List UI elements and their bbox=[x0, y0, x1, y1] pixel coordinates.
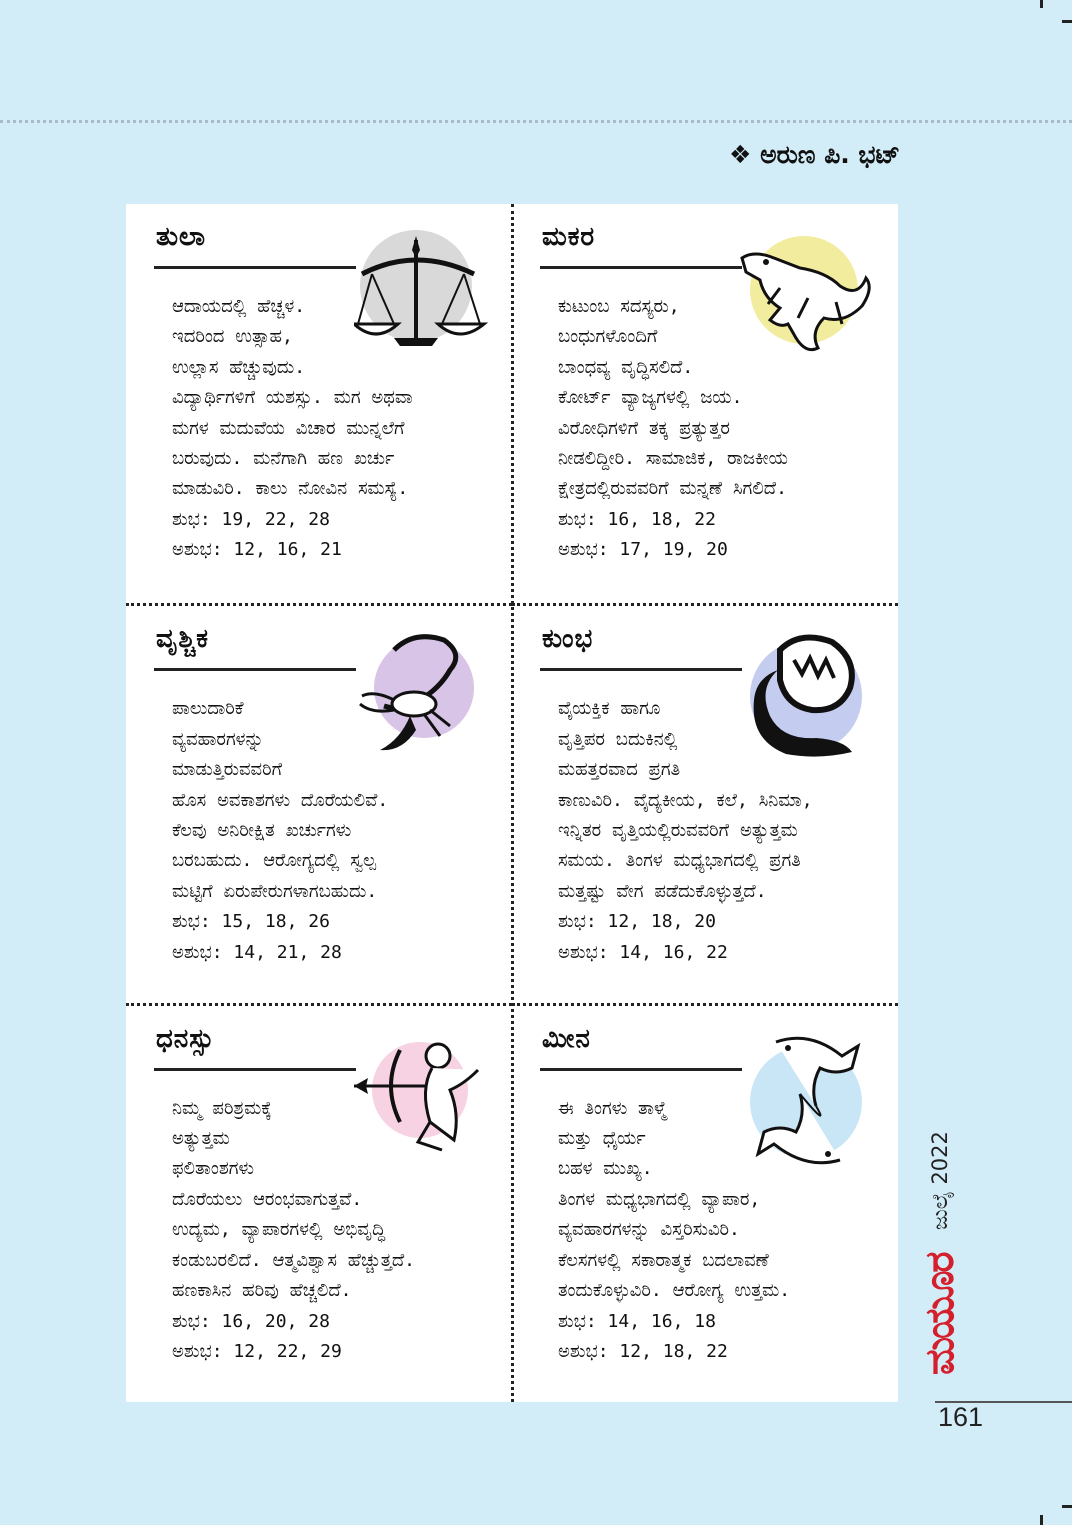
description-line: ಉದ್ಯಮ, ವ್ಯಾಪಾರಗಳಲ್ಲಿ ಅಭಿವೃದ್ಧಿ bbox=[172, 1219, 386, 1241]
sign-card-sagittarius bbox=[126, 1003, 512, 1402]
lucky-dates: ಶುಭ: 16, 20, 28 bbox=[172, 1310, 330, 1332]
description-line: ಮಹತ್ತರವಾದ ಪ್ರಗತಿ bbox=[558, 759, 681, 781]
description-line: ಆದಾಯದಲ್ಲಿ ಹೆಚ್ಚಳ. bbox=[172, 296, 306, 317]
unlucky-dates: ಅಶುಭ: 12, 16, 21 bbox=[172, 539, 342, 561]
description-line: ಕೋರ್ಟ್ ವ್ಯಾಜ್ಯಗಳಲ್ಲಿ ಜಯ. bbox=[558, 387, 743, 409]
description-line: ಮಾಡುವಿರಿ. ಕಾಲು ನೋವಿನ ಸಮಸ್ಯೆ. bbox=[172, 478, 409, 500]
description-line: ಬಾಂಧವ್ಯ ವೃದ್ಧಿಸಲಿದೆ. bbox=[558, 356, 694, 378]
sign-title: ತುಲಾ bbox=[156, 222, 207, 252]
sign-card-libra bbox=[126, 204, 512, 603]
unlucky-dates: ಅಶುಭ: 14, 16, 22 bbox=[558, 941, 728, 963]
sign-title: ಧನಸ್ಸು bbox=[156, 1023, 215, 1054]
description-line: ಸಮಯ. ತಿಂಗಳ ಮಧ್ಯಭಾಗದಲ್ಲಿ ಪ್ರಗತಿ bbox=[558, 850, 801, 872]
description-line: ಮತ್ತಷ್ಟು ವೇಗ ಪಡೆದುಕೊಳ್ಳುತ್ತದೆ. bbox=[558, 880, 767, 902]
description-line: ಕೆಲವು ಅನಿರೀಕ್ಷಿತ ಖರ್ಚುಗಳು bbox=[172, 819, 352, 841]
title-rule bbox=[154, 668, 356, 671]
lucky-dates: ಶುಭ: 14, 16, 18 bbox=[558, 1310, 716, 1332]
description-line: ಮಗಳ ಮದುವೆಯ ವಿಚಾರ ಮುನ್ನಲೆಗೆ bbox=[172, 417, 405, 439]
description-line: ಕೆಲಸಗಳಲ್ಲಿ ಸಕಾರಾತ್ಮಕ ಬದಲಾವಣೆ bbox=[558, 1249, 769, 1271]
description-line: ಫಲಿತಾಂಶಗಳು bbox=[172, 1158, 254, 1180]
unlucky-dates: ಅಶುಭ: 14, 21, 28 bbox=[172, 941, 342, 963]
title-rule bbox=[540, 668, 742, 671]
description-line: ಅತ್ಯುತ್ತಮ bbox=[172, 1128, 230, 1150]
description-line: ಬರುವುದು. ಮನೆಗಾಗಿ ಹಣ ಖರ್ಚು bbox=[172, 448, 395, 470]
lucky-dates: ಶುಭ: 12, 18, 20 bbox=[558, 911, 716, 933]
sign-title: ಮೀನ bbox=[542, 1023, 591, 1054]
description-line: ದೊರೆಯಲು ಆರಂಭವಾಗುತ್ತವೆ. bbox=[172, 1188, 363, 1210]
description-line: ಮಟ್ಟಿಗೆ ಏರುಪೇರುಗಳಾಗಬಹುದು. bbox=[172, 880, 378, 902]
description-line: ವ್ಯವಹಾರಗಳನ್ನು ವಿಸ್ತರಿಸುವಿರಿ. bbox=[558, 1219, 740, 1241]
description-line: ತಿಂಗಳ ಮಧ್ಯಭಾಗದಲ್ಲಿ ವ್ಯಾಪಾರ, bbox=[558, 1188, 761, 1210]
crop-mark bbox=[1062, 20, 1072, 23]
sign-description bbox=[558, 292, 888, 566]
description-line: ಕುಟುಂಬ ಸದಸ್ಯರು, bbox=[558, 296, 680, 317]
sign-description bbox=[172, 292, 502, 566]
sign-title: ವೃಶ್ಚಿಕ bbox=[156, 624, 209, 655]
title-rule bbox=[154, 1068, 356, 1071]
description-line: ಕಾಣುವಿರಿ. ವೈದ್ಯಕೀಯ, ಕಲೆ, ಸಿನಿಮಾ, bbox=[558, 789, 813, 811]
lucky-dates: ಶುಭ: 15, 18, 26 bbox=[172, 911, 330, 933]
sign-card-scorpio bbox=[126, 603, 512, 1002]
description-line: ಬರಬಹುದು. ಆರೋಗ್ಯದಲ್ಲಿ ಸ್ವಲ್ಪ bbox=[172, 850, 377, 872]
description-line: ಬಹಳ ಮುಖ್ಯ. bbox=[558, 1158, 653, 1180]
description-line: ವೃತ್ತಿಪರ ಬದುಕಿನಲ್ಲಿ bbox=[558, 728, 678, 750]
sign-card-pisces bbox=[512, 1003, 898, 1402]
sign-card-capricorn bbox=[512, 204, 898, 603]
title-rule bbox=[540, 266, 742, 269]
sign-description bbox=[558, 694, 888, 968]
unlucky-dates: ಅಶುಭ: 12, 22, 29 bbox=[172, 1340, 342, 1362]
sign-description bbox=[558, 1094, 888, 1368]
top-dotted-divider bbox=[0, 120, 1072, 123]
lucky-dates: ಶುಭ: 19, 22, 28 bbox=[172, 508, 330, 530]
unlucky-dates: ಅಶುಭ: 12, 18, 22 bbox=[558, 1340, 728, 1362]
description-line: ವಿದ್ಯಾರ್ಥಿಗಳಿಗೆ ಯಶಸ್ಸು. ಮಗ ಅಥವಾ bbox=[172, 387, 413, 409]
sign-card-aquarius bbox=[512, 603, 898, 1002]
page-number: 161 bbox=[938, 1402, 984, 1432]
description-line: ವಿರೋಧಿಗಳಿಗೆ ತಕ್ಕ ಪ್ರತ್ಯುತ್ತರ bbox=[558, 417, 730, 439]
crop-mark bbox=[1040, 0, 1043, 8]
description-line: ವ್ಯವಹಾರಗಳನ್ನು bbox=[172, 728, 264, 750]
horoscope-grid bbox=[126, 204, 898, 1402]
crop-mark bbox=[1040, 1515, 1043, 1525]
description-line: ಈ ತಿಂಗಳು ತಾಳ್ಮೆ bbox=[558, 1097, 667, 1119]
description-line: ಮಾಡುತ್ತಿರುವವರಿಗೆ bbox=[172, 759, 283, 781]
description-line: ಇದರಿಂದ ಉತ್ಸಾಹ, bbox=[172, 326, 293, 348]
description-line: ಉಲ್ಲಾಸ ಹೆಚ್ಚುವುದು. bbox=[172, 356, 306, 378]
magazine-brand: ಮಯೂರ bbox=[917, 1253, 963, 1375]
description-line: ನಿಮ್ಮ ಪರಿಶ್ರಮಕ್ಕೆ bbox=[172, 1097, 272, 1119]
description-line: ಇನ್ನಿತರ ವೃತ್ತಿಯಲ್ಲಿರುವವರಿಗೆ ಅತ್ಯುತ್ತಮ bbox=[558, 819, 798, 841]
sign-description bbox=[172, 694, 502, 968]
description-line: ಹೊಸ ಅವಕಾಶಗಳು ದೊರೆಯಲಿವೆ. bbox=[172, 789, 389, 811]
lucky-dates: ಶುಭ: 16, 18, 22 bbox=[558, 508, 716, 530]
author-byline: ❖ ಅರುಣ ಪಿ. ಭಟ್ bbox=[729, 140, 900, 169]
description-line: ಹಣಕಾಸಿನ ಹರಿವು ಹೆಚ್ಚಲಿದೆ. bbox=[172, 1280, 352, 1302]
sign-title: ಕುಂಭ bbox=[542, 624, 594, 655]
sign-description bbox=[172, 1094, 502, 1368]
issue-month: ಜುಲೈ 2022 bbox=[928, 1131, 952, 1230]
unlucky-dates: ಅಶುಭ: 17, 19, 20 bbox=[558, 539, 728, 561]
sign-title: ಮಕರ bbox=[542, 222, 596, 252]
title-rule bbox=[540, 1068, 742, 1071]
description-line: ಬಂಧುಗಳೊಂದಿಗೆ bbox=[558, 326, 658, 348]
description-line: ಪಾಲುದಾರಿಕೆ bbox=[172, 698, 244, 720]
description-line: ಕಂಡುಬರಲಿದೆ. ಆತ್ಮವಿಶ್ವಾಸ ಹೆಚ್ಚುತ್ತದೆ. bbox=[172, 1249, 416, 1271]
description-line: ವೈಯಕ್ತಿಕ ಹಾಗೂ bbox=[558, 698, 661, 720]
description-line: ಕ್ಷೇತ್ರದಲ್ಲಿರುವವರಿಗೆ ಮನ್ನಣೆ ಸಿಗಲಿದೆ. bbox=[558, 478, 787, 500]
title-rule bbox=[154, 266, 356, 269]
description-line: ಮತ್ತು ಧೈರ್ಯ bbox=[558, 1128, 646, 1150]
description-line: ತಂದುಕೊಳ್ಳುವಿರಿ. ಆರೋಗ್ಯ ಉತ್ತಮ. bbox=[558, 1280, 791, 1302]
description-line: ನೀಡಲಿದ್ದೀರಿ. ಸಾಮಾಜಿಕ, ರಾಜಕೀಯ bbox=[558, 448, 788, 470]
crop-mark bbox=[1062, 1505, 1072, 1508]
